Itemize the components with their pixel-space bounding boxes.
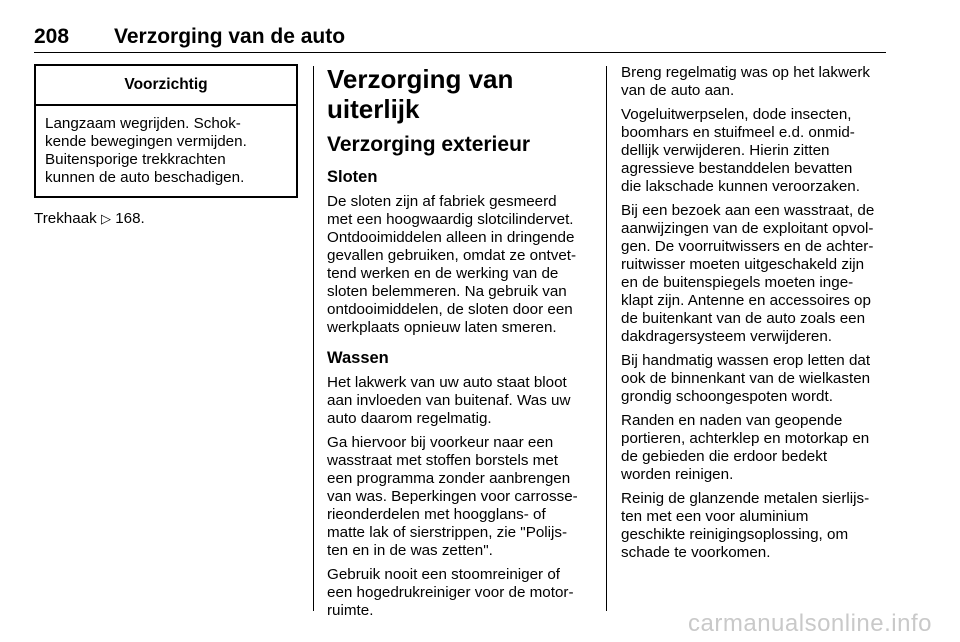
text-line: die lakschade kunnen veroorzaken. [621, 178, 860, 195]
caution-box [34, 64, 298, 198]
text-line: aanwijzingen van de exploitant opvol- [621, 220, 874, 237]
text-line: grondig schoongespoten wordt. [621, 388, 833, 405]
text-line: aan invloeden van buitenaf. Was uw [327, 392, 571, 409]
column-2 [327, 64, 591, 626]
text-line: dakdragersysteem verwijderen. [621, 328, 833, 345]
wassen-paragraph-3 [327, 566, 591, 620]
sloten-heading: Sloten [327, 168, 378, 186]
trekhaak-reference [34, 210, 298, 228]
text-line: Ga hiervoor bij voorkeur naar een [327, 434, 554, 451]
watermark: carmanualsonline.info [688, 610, 932, 637]
text-line: Breng regelmatig was op het lakwerk [621, 64, 871, 81]
text-line: gen. De voorruitwissers en de achter- [621, 238, 874, 255]
text-line: boomhars en stuifmeel e.d. onmid- [621, 124, 855, 141]
text-line: Buitensporige trekkrachten [45, 151, 226, 168]
text-line: ontdooimiddelen, de sloten door een [327, 301, 573, 318]
text-line: klapt zijn. Antenne en accessoires op [621, 292, 871, 309]
text-line: worden reinigen. [621, 466, 734, 483]
text-line: Randen en naden van geopende [621, 412, 843, 429]
wassen-heading: Wassen [327, 349, 389, 367]
paragraph-car-wash [621, 202, 887, 346]
text-line: kunnen de auto beschadigen. [45, 169, 245, 186]
paragraph-contaminants [621, 106, 887, 196]
paragraph-hand-wash [621, 352, 887, 406]
text-line: Reinig de glanzende metalen sierlijs- [621, 490, 870, 507]
text-line: portieren, achterklep en motorkap en [621, 430, 870, 447]
text-line: auto daarom regelmatig. [327, 410, 492, 427]
text-line: ook de binnenkant van de wielkasten [621, 370, 871, 387]
text-line: dellijk verwijderen. Hierin zitten [621, 142, 830, 159]
text-line: tend werken en de werking van de [327, 265, 559, 282]
text-line: Ontdooimiddelen alleen in dringende [327, 229, 575, 246]
wassen-paragraph-2 [327, 434, 591, 560]
text-line: met een hoogwaardig slotcilindervet. [327, 211, 574, 228]
text-line: ruimte. [327, 602, 374, 619]
trekhaak-page-link[interactable]: 168. [115, 210, 145, 227]
text-line: de buitenkant van de auto zoals een [621, 310, 866, 327]
trekhaak-text: Trekhaak [34, 210, 97, 227]
text-line: wasstraat met stoffen borstels met [327, 452, 559, 469]
text-line: sloten belemmeren. Na gebruik van [327, 283, 567, 300]
column-3 [621, 64, 887, 568]
text-line: schade te voorkomen. [621, 544, 771, 561]
wassen-paragraph-1 [327, 374, 591, 428]
text-line: rieonderdelen met hoogglans- of [327, 506, 546, 523]
text-line: kende bewegingen vermijden. [45, 133, 247, 150]
text-line: een programma zonder aanbrengen [327, 470, 571, 487]
text-line: geschikte reinigingsoplossing, om [621, 526, 849, 543]
text-line: van de auto aan. [621, 82, 735, 99]
text-line: een hogedrukreiniger voor de motor- [327, 584, 574, 601]
text-line: gevallen gebruiken, omdat ze ontvet- [327, 247, 577, 264]
text-line: ten met een voor aluminium [621, 508, 809, 525]
caution-body [36, 106, 296, 196]
paragraph-wax [621, 64, 887, 100]
column-divider [606, 66, 607, 611]
text-line: ruitwisser moeten uitgeschakeld zijn [621, 256, 865, 273]
text-line: Vogeluitwerpselen, dode insecten, [621, 106, 852, 123]
chapter-title: Verzorging van de auto [114, 25, 346, 48]
text-line: Het lakwerk van uw auto staat bloot [327, 374, 567, 391]
text-line: Bij handmatig wassen erop letten dat [621, 352, 871, 369]
text-line: Gebruik nooit een stoomreiniger of [327, 566, 561, 583]
text-line: De sloten zijn af fabriek gesmeerd [327, 193, 557, 210]
text-line: Langzaam wegrijden. Schok- [45, 115, 241, 132]
text-line: van was. Beperkingen voor carrosse- [327, 488, 578, 505]
column-divider [313, 66, 314, 611]
paragraph-trim [621, 490, 887, 562]
text-line: agressieve bestanddelen bevatten [621, 160, 853, 177]
subsection-heading: Verzorging exterieur [327, 133, 531, 156]
page-number: 208 [34, 25, 70, 48]
text-line: de gebieden die erdoor bedekt [621, 448, 828, 465]
caution-title: Voorzichtig [36, 66, 296, 106]
text-line: ten en in de was zetten". [327, 542, 493, 559]
section-heading: Verzorging van uiterlijk [327, 64, 514, 124]
column-1 [34, 64, 298, 234]
triangle-right-icon: ▷ [100, 211, 111, 226]
sloten-paragraph [327, 193, 591, 337]
page-header [34, 22, 886, 53]
text-line: Bij een bezoek aan een wasstraat, de [621, 202, 875, 219]
paragraph-edges [621, 412, 887, 484]
text-line: en de buitenspiegels moeten inge- [621, 274, 854, 291]
text-line: werkplaats opnieuw laten smeren. [327, 319, 557, 336]
text-line: matte lak of sierstrippen, zie "Polijs- [327, 524, 568, 541]
